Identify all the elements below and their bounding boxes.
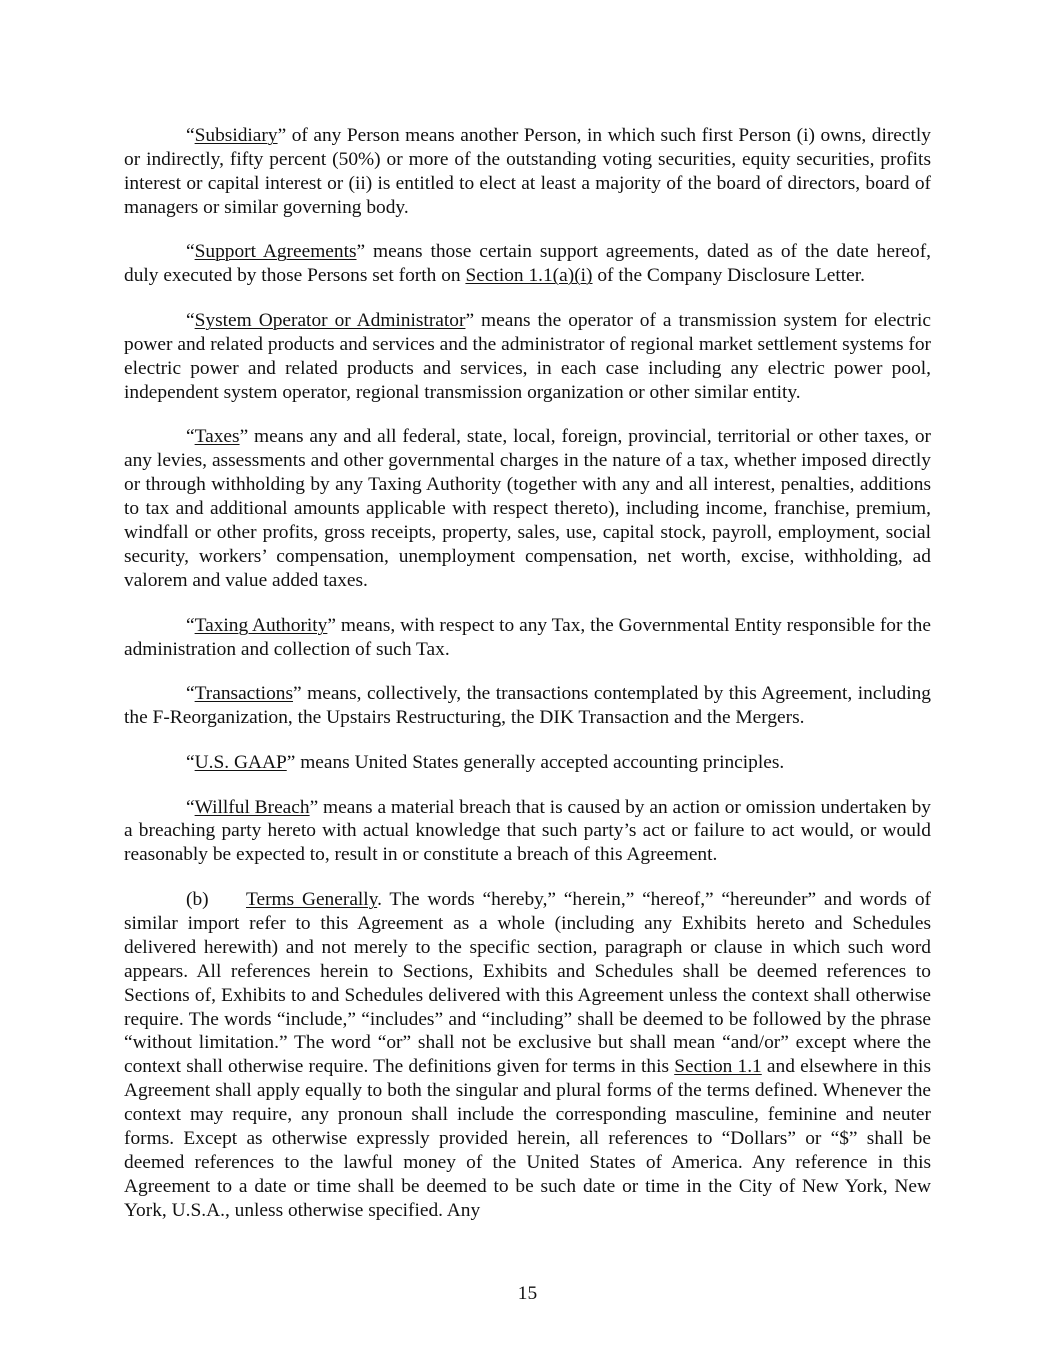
close-quote: ” [293, 683, 302, 705]
definition-subsidiary [124, 124, 931, 220]
open-quote: “ [186, 796, 195, 818]
close-quote: ” [356, 241, 366, 263]
document-page [124, 124, 931, 1244]
close-quote: ” [239, 426, 249, 448]
open-quote: “ [186, 241, 195, 263]
open-quote: “ [186, 310, 195, 332]
open-quote: “ [186, 751, 195, 773]
definition-willful-breach [124, 796, 931, 868]
definition-taxes [124, 425, 931, 592]
section-text: and elsewhere in this Agreement shall apply equally to both the singular and plural forms of the terms defined. Whenever the context may require, any pronoun shall include the corresponding masculine, feminine and neuter forms. Except as otherwise expressly provided herein, all references to “Dollars” or “$” shall be deemed references to the lawful money of the United States of America. Any reference in this Agreement to a date or time shall be deemed to be such date or time in the City of New York, New York, U.S.A., unless otherwise specified. Any [124, 1056, 931, 1221]
definition-text: means, collectively, the transactions contemplated by this Agreement, including the F-Reorganization, the Upstairs Restructuring, the DIK Transaction and the Mergers. [124, 683, 931, 729]
defined-term: Subsidiary [194, 125, 278, 146]
definition-us-gaap [124, 751, 931, 775]
defined-term: U.S. GAAP [194, 751, 287, 773]
definition-text: means the operator of a transmission system for electric power and related products and services and the administrator of regional market settlement systems for electric power and related products and services, in each case including any electric power pool, independent system operator, regional transmission organization or other similar entity. [124, 310, 931, 403]
definition-text: of any Person means another Person, in which such first Person (i) owns, directly or indirectly, fifty percent (50%) or more of the outstanding voting securities, equity securities, profits interest or capital interest or (ii) is entitled to elect at least a majority of the board of directors, board of managers or similar governing body. [124, 125, 931, 218]
defined-term: Willful Breach [194, 796, 310, 818]
close-quote: ” [465, 310, 475, 332]
definition-text: means United States generally accepted accounting principles. [295, 751, 785, 773]
open-quote: “ [186, 683, 195, 705]
section-label: (b) [186, 889, 209, 911]
section-heading: Terms Generally [246, 889, 378, 911]
defined-term: System Operator or Administrator [194, 310, 466, 332]
open-quote: “ [186, 614, 195, 636]
page-number: 15 [517, 1283, 538, 1304]
definition-system-operator [124, 309, 931, 405]
section-reference: Section 1.1 [674, 1056, 762, 1078]
definition-text: means a material breach that is caused by an action or omission undertaken by a breaching party hereto with actual knowledge that such party’s act or failure to act would, or would reasonably be expected to, result in or constitute a breach of this Agreement. [124, 796, 931, 866]
close-quote: ” [277, 125, 287, 146]
definition-text: means those certain support agreements, dated as of the date hereof, duly executed by those Persons set forth on [124, 241, 932, 287]
close-quote: ” [286, 751, 296, 773]
definition-text: means any and all federal, state, local, foreign, provincial, territorial or other taxes, or any levies, assessments and other governmental charges in the nature of a tax, whether imposed directly or through withholding by any Taxing Authority (together with any and all interest, penalties, additions to tax and additional amounts applicable with respect thereto), including income, franchise, premium, windfall or other profits, gross receipts, property, sales, use, capital stock, payroll, employment, social security, workers’ compensation, unemployment compensation, net worth, excise, withholding, ad valorem and value added taxes. [124, 426, 931, 591]
defined-term: Taxing Authority [194, 614, 328, 636]
definition-transactions [124, 682, 931, 730]
definition-text: of the Company Disclosure Letter. [592, 265, 865, 287]
close-quote: ” [309, 796, 319, 818]
definition-text: means, with respect to any Tax, the Governmental Entity responsible for the administration and collection of such Tax. [124, 614, 931, 660]
section-b-terms-generally [124, 888, 931, 1223]
open-quote: “ [186, 125, 195, 146]
defined-term: Taxes [194, 426, 240, 448]
section-text: . The words “hereby,” “herein,” “hereof,” “hereunder” and words of similar import refer to this Agreement as a whole (including any Exhibits hereto and Schedules delivered herewith) and not merely to the specific section, paragraph or clause in which such word appears. All references herein to Sections, Exhibits and Schedules shall be deemed references to Sections of, Exhibits to and Schedules delivered with this Agreement unless the context shall otherwise require. The words “include,” “includes” and “including” shall be deemed to be followed by the phrase “without limitation.” The word “or” shall not be exclusive but shall mean “and/or” except where the context shall otherwise require. The definitions given for terms in this [124, 889, 931, 1078]
open-quote: “ [186, 426, 195, 448]
close-quote: ” [327, 614, 336, 636]
defined-term: Support Agreements [194, 241, 357, 263]
definition-support-agreements [124, 240, 931, 288]
section-reference: Section 1.1(a)(i) [465, 265, 593, 287]
definition-taxing-authority [124, 614, 931, 662]
defined-term: Transactions [194, 683, 294, 705]
